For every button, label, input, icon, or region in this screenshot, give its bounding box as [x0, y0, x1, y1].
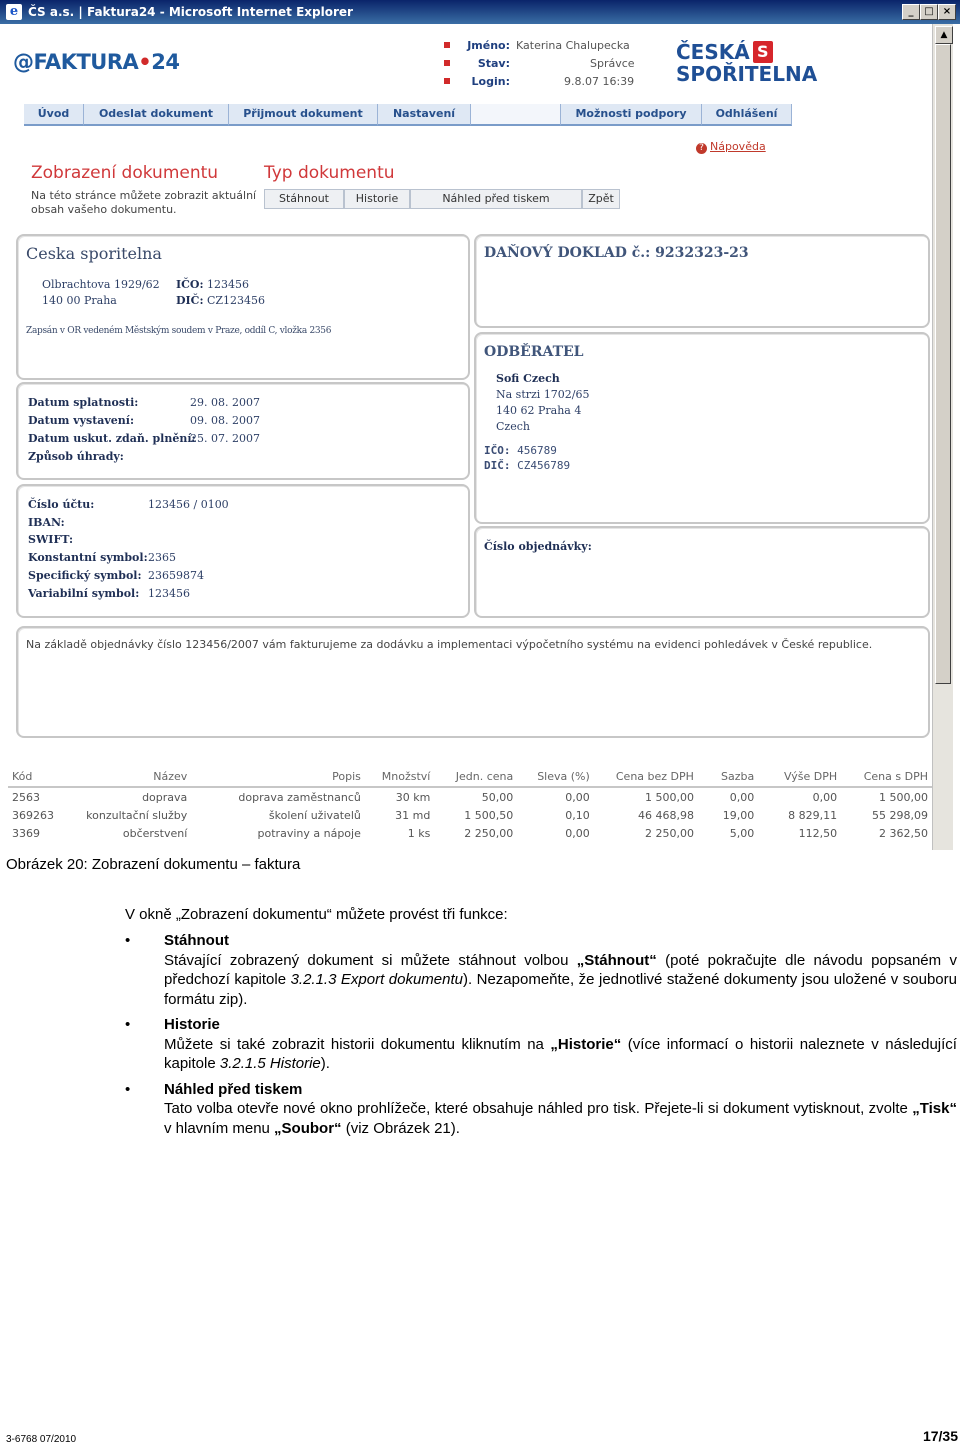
- supplier-ico-label: IČO:: [176, 278, 204, 291]
- constant-symbol: 2365: [148, 551, 176, 564]
- item-discount: 0,00: [565, 790, 590, 804]
- nav-receive-document[interactable]: Přijmout dokument: [229, 104, 378, 126]
- item-vat-rate: 5,00: [729, 826, 755, 840]
- item-unit-price: 1 500,50: [464, 808, 514, 822]
- list-item: [125, 1080, 957, 1139]
- function-text: ).: [320, 1055, 330, 1072]
- download-button[interactable]: Stáhnout: [264, 189, 344, 209]
- user-name: Katerina Chalupecka: [516, 39, 630, 52]
- dates-box: [16, 382, 470, 480]
- item-unit-price: 50,00: [481, 790, 514, 804]
- function-title: Stáhnout: [164, 932, 229, 949]
- user-status: Správce: [590, 57, 635, 70]
- payment-method-label: Způsob úhrady:: [28, 450, 124, 463]
- buyer-address-line1: Na strzi 1702/65: [496, 388, 590, 401]
- order-number-label: Číslo objednávky:: [484, 540, 592, 553]
- bank-logo-line1: ČESKÁ: [676, 40, 750, 64]
- table-row: [8, 824, 932, 842]
- item-vat-amount: 112,50: [798, 826, 838, 840]
- close-icon[interactable]: ×: [938, 4, 956, 20]
- page-title: Zobrazení dokumentu: [31, 163, 219, 183]
- item-description: školení uživatelů: [268, 808, 361, 822]
- order-box: [474, 526, 930, 618]
- item-price-gross: 2 362,50: [879, 826, 928, 840]
- taxable-date-label: Datum uskut. zdaň. plnění:: [28, 432, 196, 445]
- item-code: 2563: [12, 790, 40, 804]
- specific-symbol: 23659874: [148, 569, 204, 582]
- item-price-net: 1 500,00: [644, 790, 694, 804]
- swift-label: SWIFT:: [28, 533, 74, 546]
- user-login-label: Login:: [471, 75, 510, 88]
- user-name-label: Jméno:: [467, 39, 510, 52]
- column-header: Popis: [191, 766, 365, 787]
- function-emphasis: „Stáhnout“: [576, 951, 657, 969]
- window-title: ČS a.s. | Faktura24 - Microsoft Internet Explorer: [28, 5, 353, 19]
- invoice-items-table: [8, 766, 932, 842]
- supplier-dic-label: DIČ:: [176, 294, 204, 307]
- help-label: Nápověda: [710, 140, 766, 153]
- item-quantity: 1 ks: [407, 826, 431, 840]
- intro-paragraph: V okně „Zobrazení dokumentu“ můžete provést tři funkce:: [125, 906, 508, 923]
- item-quantity: 30 km: [395, 790, 431, 804]
- nav-send-document[interactable]: Odeslat dokument: [84, 104, 229, 126]
- page-number: 17/35: [922, 1428, 958, 1444]
- account-number: 123456 / 0100: [148, 498, 229, 511]
- item-unit-price: 2 250,00: [464, 826, 514, 840]
- user-status-label: Stav:: [477, 57, 510, 70]
- supplier-register: Zapsán v OR vedeném Městským soudem v Praze, oddíl C, vložka 2356: [26, 326, 332, 336]
- variable-symbol-label: Variabilní symbol:: [28, 587, 140, 600]
- nav-settings[interactable]: Nastavení: [378, 104, 471, 126]
- column-header: Jedn. cena: [434, 766, 517, 787]
- buyer-dic: CZ456789: [517, 459, 571, 472]
- buyer-box: [474, 332, 930, 524]
- user-info: [444, 39, 635, 93]
- user-login-time: 9.8.07 16:39: [564, 75, 635, 88]
- internet-explorer-icon: e: [6, 4, 22, 20]
- table-row: [8, 806, 932, 824]
- buyer-dic-label: DIČ:: [484, 459, 511, 472]
- function-text: (více informací o historii naleznete v následující kapitole: [164, 1035, 957, 1072]
- function-title: Náhled před tiskem: [164, 1080, 303, 1098]
- function-title: Historie: [164, 1016, 220, 1033]
- taxable-date: 25. 07. 2007: [190, 432, 260, 445]
- ceska-sporitelna-logo: [676, 41, 817, 85]
- item-code: 369263: [12, 808, 54, 822]
- item-price-gross: 1 500,00: [879, 790, 928, 804]
- function-emphasis: „Soubor“: [274, 1119, 342, 1137]
- function-text: Můžete si také zobrazit historii dokumentu kliknutím na: [164, 1035, 551, 1053]
- function-text: ). Nezapomeňte, že jednotlivé stažené dokumenty jsou uložené v souboru formátu zip).: [164, 971, 957, 1008]
- column-header: Sazba: [698, 766, 758, 787]
- item-name: občerstvení: [122, 826, 188, 840]
- history-button[interactable]: Historie: [344, 189, 410, 209]
- item-discount: 0,10: [565, 808, 590, 822]
- column-header: Výše DPH: [758, 766, 841, 787]
- item-name: konzultační služby: [86, 808, 188, 822]
- column-header: Název: [66, 766, 191, 787]
- nav-logout[interactable]: Odhlášení: [702, 104, 792, 126]
- logo-text: @FAKTURA: [13, 50, 139, 74]
- supplier-address-line1: Olbrachtova 1929/62: [42, 278, 160, 291]
- buyer-ico-label: IČO:: [484, 444, 511, 457]
- payment-box: [16, 484, 470, 618]
- table-header-row: [8, 766, 932, 787]
- item-price-net: 2 250,00: [644, 826, 694, 840]
- buyer-name: Sofi Czech: [496, 372, 560, 385]
- invoice-title-box: [474, 234, 930, 328]
- function-text: v hlavním menu: [164, 1119, 275, 1137]
- due-date: 29. 08. 2007: [190, 396, 260, 409]
- due-date-label: Datum splatnosti:: [28, 396, 139, 409]
- item-price-gross: 55 298,09: [872, 808, 928, 822]
- function-text: (viz Obrázek 21).: [341, 1119, 460, 1137]
- function-list: [125, 931, 957, 1144]
- supplier-box: [16, 234, 470, 380]
- bullet: •: [125, 1016, 131, 1033]
- list-item: [125, 1015, 957, 1074]
- issue-date: 09. 08. 2007: [190, 414, 260, 427]
- buyer-title: ODBĚRATEL: [484, 344, 584, 360]
- item-description: doprava zaměstnanců: [238, 790, 361, 804]
- item-quantity: 31 md: [395, 808, 431, 822]
- invoice-title: DAŇOVÝ DOKLAD č.: 9232323-23: [484, 245, 749, 261]
- page-description: Na této stránce můžete zobrazit aktuální obsah vašeho dokumentu.: [31, 189, 257, 216]
- help-icon: ?: [696, 143, 707, 154]
- bank-logo-line2: SPOŘITELNA: [676, 62, 818, 86]
- function-text: (poté pokračujte dle návodu popsaném v předchozí kapitole: [164, 951, 957, 988]
- vertical-scrollbar[interactable]: [932, 24, 953, 850]
- item-vat-rate: 19,00: [722, 808, 755, 822]
- constant-symbol-label: Konstantní symbol:: [28, 551, 148, 564]
- item-vat-rate: 0,00: [729, 790, 755, 804]
- item-name: doprava: [142, 790, 188, 804]
- nav-support-options[interactable]: Možnosti podpory: [561, 104, 702, 126]
- iban-label: IBAN:: [28, 516, 65, 529]
- logo-number: 24: [151, 50, 180, 74]
- chapter-reference: 3.2.1.3 Export dokumentu: [290, 971, 463, 988]
- note-box: [16, 626, 930, 738]
- print-preview-button[interactable]: Náhled před tiskem: [410, 189, 582, 209]
- specific-symbol-label: Specifický symbol:: [28, 569, 142, 582]
- supplier-address-line2: 140 00 Praha: [42, 294, 117, 307]
- column-header: Množství: [365, 766, 434, 787]
- table-row: [8, 787, 932, 806]
- logo-dot: •: [138, 50, 152, 74]
- item-code: 3369: [12, 826, 40, 840]
- bullet: •: [125, 1080, 131, 1098]
- function-emphasis: „Historie“: [550, 1035, 622, 1053]
- bullet: •: [125, 932, 131, 949]
- function-emphasis: „Tisk“: [912, 1100, 957, 1117]
- figure-caption: Obrázek 20: Zobrazení dokumentu – faktura: [6, 856, 301, 873]
- supplier-name: Ceska sporitelna: [26, 244, 162, 263]
- account-number-label: Číslo účtu:: [28, 498, 95, 511]
- function-text: Tato volba otevře nové okno prohlížeče, které obsahuje náhled pro tisk. Přejete-li si dokument vytisknout, zvolte: [164, 1100, 913, 1117]
- buyer-address-line2: 140 62 Praha 4: [496, 404, 582, 417]
- buyer-ico: 456789: [517, 444, 557, 457]
- back-button[interactable]: Zpět: [582, 189, 620, 209]
- help-link[interactable]: [696, 140, 766, 154]
- supplier-ico: 123456: [207, 278, 250, 291]
- nav-spacer: [471, 104, 561, 126]
- invoice-note: Na základě objednávky číslo 123456/2007 vám fakturujeme za dodávku a implementaci výpočetního systému na evidenci pohledávek v České republice.: [26, 638, 873, 651]
- item-discount: 0,00: [565, 826, 590, 840]
- maximize-icon[interactable]: □: [920, 4, 938, 20]
- scroll-up-arrow-icon[interactable]: ▲: [935, 26, 953, 44]
- column-header: Cena s DPH: [841, 766, 932, 787]
- supplier-dic: CZ123456: [207, 294, 266, 307]
- item-vat-amount: 8 829,11: [788, 808, 838, 822]
- main-navigation: [24, 104, 792, 126]
- faktura24-logo[interactable]: [13, 50, 179, 74]
- column-header: Cena bez DPH: [594, 766, 698, 787]
- variable-symbol: 123456: [148, 587, 190, 600]
- column-header: Sleva (%): [517, 766, 594, 787]
- window-titlebar: [0, 0, 960, 24]
- minimize-icon[interactable]: _: [902, 4, 920, 20]
- document-type-title: Typ dokumentu: [264, 163, 395, 183]
- issue-date-label: Datum vystavení:: [28, 414, 135, 427]
- chapter-reference: 3.2.1.5 Historie: [219, 1055, 321, 1072]
- buyer-address-line3: Czech: [496, 420, 530, 433]
- item-description: potraviny a nápoje: [257, 826, 361, 840]
- document-footer-code: 3-6768 07/2010: [6, 1434, 77, 1445]
- list-item: [125, 931, 957, 1009]
- function-text: Stávající zobrazený dokument si můžete stáhnout volbou: [164, 951, 577, 969]
- web-page: [8, 24, 932, 850]
- item-price-net: 46 468,98: [637, 808, 694, 822]
- bank-logo-mark: S: [753, 41, 773, 63]
- nav-home[interactable]: Úvod: [24, 104, 84, 126]
- column-header: Kód: [8, 766, 66, 787]
- bullet-icon: [444, 60, 450, 66]
- item-vat-amount: 0,00: [812, 790, 838, 804]
- scrollbar-thumb[interactable]: [935, 44, 951, 684]
- bullet-icon: [444, 42, 450, 48]
- bullet-icon: [444, 78, 450, 84]
